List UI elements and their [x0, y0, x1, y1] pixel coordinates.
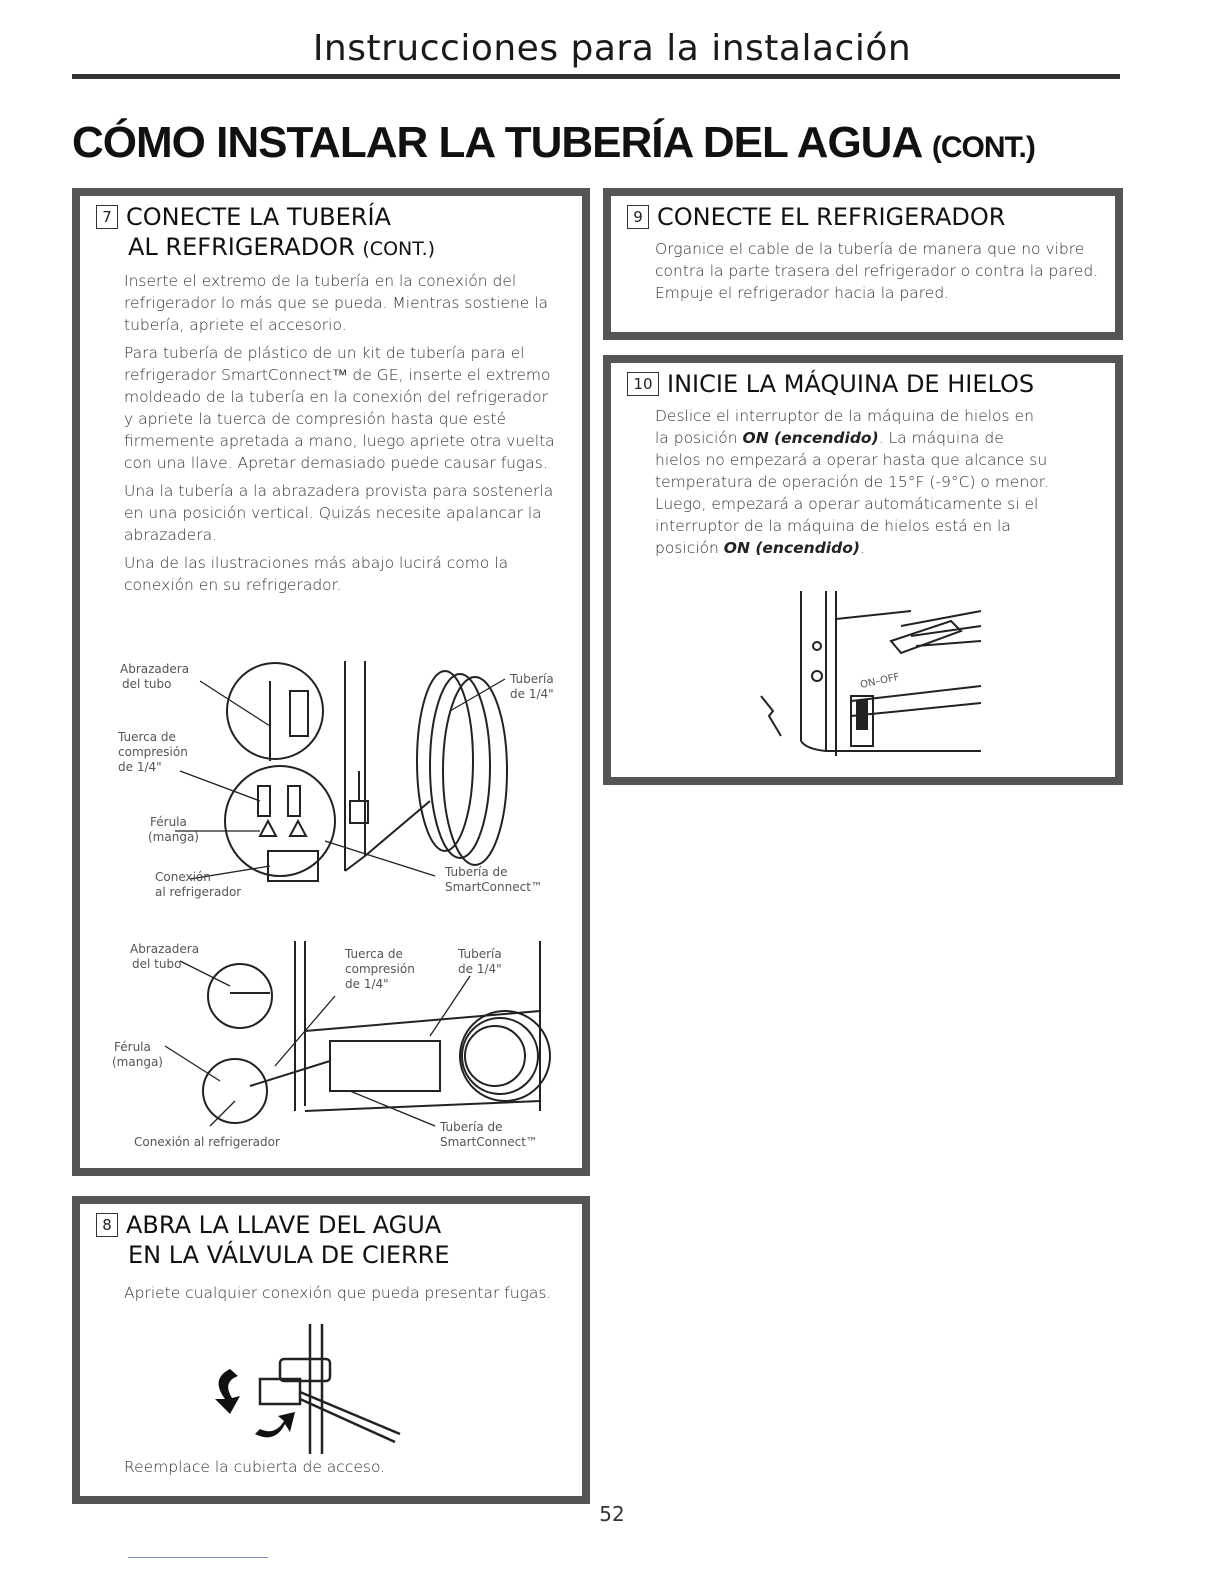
step7-diagram-top [100, 651, 570, 931]
footer-link-line [128, 1557, 268, 1558]
step7-para-3: Una la tubería a la abrazadera provista para sostenerla en una posición vertical. Quizás necesite apalancar la abrazadera. [124, 482, 554, 544]
d2-abrazadera-1: Abrazadera [130, 942, 200, 956]
step8-title-line2: EN LA VÁLVULA DE CIERRE [128, 1241, 450, 1269]
step10-para [627, 405, 1099, 559]
d2-tuberia-2: de 1/4" [458, 962, 502, 976]
d2-ferula-1: Férula [114, 1040, 151, 1054]
d2-abrazadera-2: del tubo [132, 957, 182, 971]
d1-tuberia-2: de 1/4" [510, 687, 554, 701]
d1-conexion-2: al refrigerador [155, 885, 242, 899]
header-rule [72, 74, 1120, 79]
step7-para-1: Inserte el extremo de la tubería en la conexión del refrigerador lo más que se pueda. Mientras sostiene la tubería, apriete el accesorio. [124, 272, 549, 334]
d1-smart-2: SmartConnect™ [445, 880, 543, 894]
step7-title-line1: CONECTE LA TUBERÍA [126, 203, 391, 231]
d1-tuerca-3: de 1/4" [118, 760, 162, 774]
page-number: 52 [599, 1502, 625, 1526]
d1-tuerca-1: Tuerca de [118, 730, 176, 744]
step7-diagram-bottom [100, 931, 570, 1161]
icemaker-illustration [751, 591, 991, 761]
step10-para-a: Deslice el interruptor de la máquina de hielos en la posición [655, 407, 1034, 447]
step9-box [603, 188, 1123, 340]
step9-number: 9 [627, 205, 649, 229]
step8-para-1: Apriete cualquier conexión que pueda presentar fugas. [124, 1284, 552, 1302]
step8-para-2: Reemplace la cubierta de acceso. [124, 1458, 386, 1476]
d1-ferula-2: (manga) [148, 830, 199, 844]
d1-conexion-1: Conexión [155, 870, 211, 884]
step7-number: 7 [96, 205, 118, 229]
section-title-suffix: (CONT.) [931, 131, 1035, 164]
step8-box [72, 1196, 590, 1504]
d1-smart-1: Tubería de [445, 865, 508, 879]
step7-heading [96, 202, 566, 264]
icemaker-switch-label: ON–OFF [859, 671, 901, 691]
step10-para-c: . [859, 539, 865, 557]
d2-tuberia-1: Tubería [458, 947, 502, 961]
step10-on-label-2: ON (encendido) [723, 539, 860, 557]
step9-heading [627, 202, 1099, 232]
step10-number: 10 [627, 372, 659, 396]
section-title-text: CÓMO INSTALAR LA TUBERÍA DEL AGUA [72, 118, 921, 167]
section-title [72, 118, 1035, 168]
d2-conexion: Conexión al refrigerador [134, 1135, 280, 1149]
step7-box [72, 188, 590, 1176]
step8-title-line1: ABRA LA LLAVE DEL AGUA [126, 1211, 442, 1239]
d2-tuerca-2: compresión [345, 962, 415, 976]
step10-para-b: . La máquina de hielos no empezará a operar hasta que alcance su temperatura de operación de 15°F (-9°C) o menor. Luego, empezará a operar automáticamente si el interruptor de la máquina de hielos está en la posición [655, 429, 1049, 557]
step10-on-label-1: ON (encendido) [742, 429, 879, 447]
d2-tuerca-1: Tuerca de [345, 947, 403, 961]
step10-title: INICIE LA MÁQUINA DE HIELOS [667, 370, 1035, 398]
step8-number: 8 [96, 1213, 118, 1237]
step9-title: CONECTE EL REFRIGERADOR [657, 203, 1006, 231]
d1-abrazadera-2: del tubo [122, 677, 172, 691]
d2-smart-2: SmartConnect™ [440, 1135, 538, 1149]
d1-tuberia-1: Tubería [510, 672, 554, 686]
d1-ferula-1: Férula [150, 815, 187, 829]
step9-para: Organice el cable de la tubería de manera que no vibre contra la parte trasera del refrigerador o contra la pared. Empuje el refrigerador hacia la pared. [655, 240, 1099, 302]
d2-smart-1: Tubería de [440, 1120, 503, 1134]
step10-heading [627, 369, 1099, 399]
page-header-title: Instrucciones para la instalación [312, 28, 912, 69]
step10-box [603, 355, 1123, 785]
d1-tuerca-2: compresión [118, 745, 188, 759]
d2-ferula-2: (manga) [112, 1055, 163, 1069]
d1-abrazadera-1: Abrazadera [120, 662, 190, 676]
step8-heading [96, 1210, 566, 1270]
step7-title-suffix: (CONT.) [362, 238, 436, 260]
step7-para-4: Una de las ilustraciones más abajo lucirá como la conexión en su refrigerador. [124, 554, 509, 594]
d2-tuerca-3: de 1/4" [345, 977, 389, 991]
step7-title-line2: AL REFRIGERADOR [128, 233, 355, 261]
step7-para-2: Para tubería de plástico de un kit de tubería para el refrigerador SmartConnect™ de GE, inserte el extremo moldeado de la tubería en la conexión del refrigerador y apriete la tuerca de compresión hasta que esté firmemente apretada a mano, luego apriete otra vuelta con una llave. Apretar demasiado puede causar fugas. [124, 344, 555, 472]
shutoff-valve-illustration [200, 1324, 420, 1454]
